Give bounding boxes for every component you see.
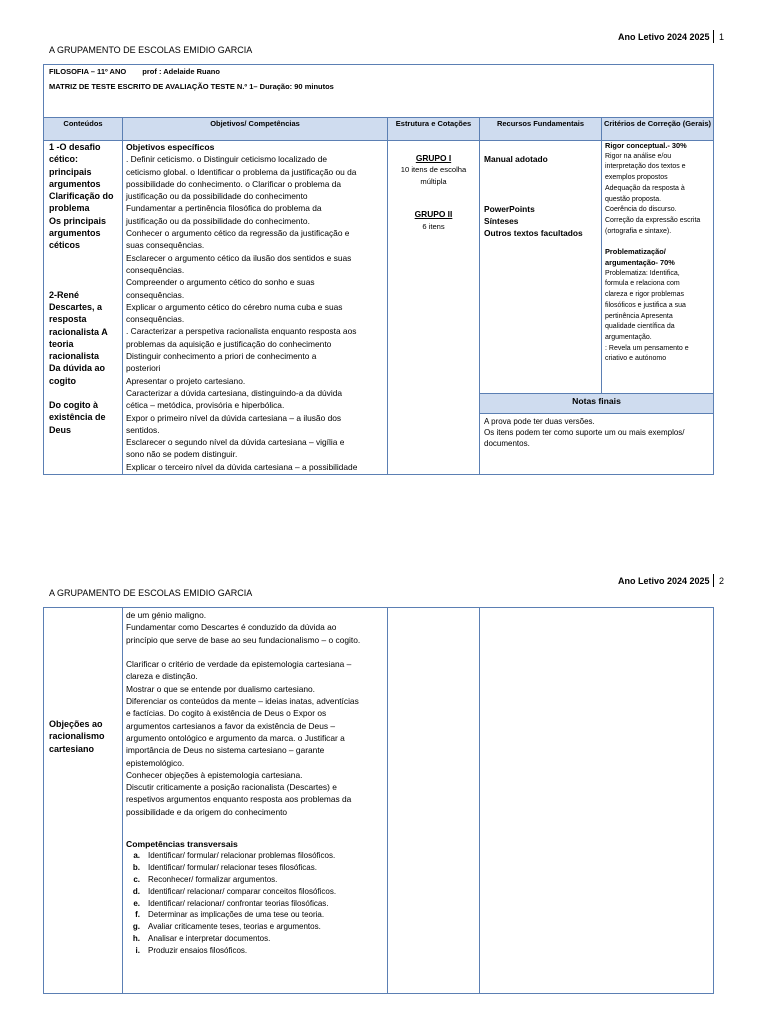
conteudo-line: cogito bbox=[49, 375, 76, 386]
conteudo-line: Deus bbox=[49, 424, 72, 435]
col-header-estrutura: Estrutura e Cotações bbox=[395, 119, 472, 128]
objetivo-line: Explicar o terceiro nível da dúvida cartesiana – a possibilidade bbox=[126, 461, 358, 472]
conteudo-line: Os principais bbox=[49, 215, 107, 226]
conteudo-line: racionalista A bbox=[49, 326, 108, 337]
competencia-item bbox=[126, 933, 384, 945]
objetivo-line: justificação ou da possibilidade do conhecimento. bbox=[126, 215, 310, 226]
header-separator-p2 bbox=[713, 574, 714, 587]
competencia-letter: e. bbox=[133, 898, 140, 908]
conteudo-line: 2-René bbox=[49, 289, 80, 300]
objetivo-line: Esclarecer o segundo nível da dúvida cartesiana – vigília e bbox=[126, 437, 345, 448]
grupo-1-label: GRUPO I bbox=[415, 153, 452, 163]
objetivo-line: consequências. bbox=[126, 289, 185, 300]
objetivo-line: consequências. bbox=[126, 314, 185, 325]
objetivo-line bbox=[126, 646, 384, 658]
objetivo-line: Fundamentar a pertinência filosófica do problema da bbox=[126, 203, 322, 214]
criterio-problematizacao-title-b: argumentação- 70% bbox=[605, 258, 675, 268]
criterio-line: Adequação da resposta à bbox=[605, 184, 685, 192]
criterio-line: pertinência Apresenta bbox=[605, 312, 673, 320]
page-number: 1 bbox=[719, 32, 725, 42]
criterio-line: criativo e autónomo bbox=[605, 355, 667, 363]
competencia-item bbox=[126, 862, 384, 874]
objetivo-line: Fundamentar como Descartes é conduzido da dúvida ao bbox=[126, 622, 337, 633]
conteudo-line: Clarificação do bbox=[49, 191, 114, 202]
objetivo-line: . Caracterizar a perspetiva racionalista enquanto resposta aos bbox=[126, 326, 357, 337]
objetivo-line: Esclarecer o argumento cético da ilusão dos sentidos e suas bbox=[126, 252, 352, 263]
objetivo-line: Caracterizar a dúvida cartesiana, distinguindo-a da dúvida bbox=[126, 387, 343, 398]
criterio-line: qualidade científica da bbox=[605, 323, 675, 331]
competencia-text: Identificar/ formular/ relacionar teses filosóficas. bbox=[148, 863, 317, 873]
competencia-text: Identificar/ relacionar/ confrontar teorias filosóficas. bbox=[148, 898, 329, 908]
estrutura-cell bbox=[388, 153, 479, 232]
competencia-item bbox=[126, 898, 384, 910]
col-header-criterios: Critérios de Correção (Gerais) bbox=[603, 119, 712, 128]
objetivo-line: Explicar o argumento cético do cérebro numa cuba e suas bbox=[126, 301, 343, 312]
objetivo-line: sono não se podem distinguir. bbox=[126, 449, 238, 460]
objetivo-line: Expor o primeiro nível da dúvida cartesiana – a ilusão dos bbox=[126, 412, 342, 423]
criterio-line: Problematiza: Identifica, bbox=[605, 269, 680, 277]
competencias-title: Competências transversais bbox=[126, 839, 238, 850]
criterio-line: exemplos propostos bbox=[605, 174, 668, 182]
conteudo-line: Descartes, a bbox=[49, 301, 103, 312]
criterio-line: filosóficos e justifica a sua bbox=[605, 301, 686, 309]
notas-line: Os itens podem ter como suporte um ou mais exemplos/ bbox=[484, 427, 685, 437]
subject-line bbox=[49, 67, 220, 76]
objetivo-line: clareza e distinção. bbox=[126, 671, 198, 682]
school-name-p2: A GRUPAMENTO DE ESCOLAS EMIDIO GARCIA bbox=[49, 588, 253, 598]
criterio-line: argumentação. bbox=[605, 333, 652, 341]
page-number-p2: 2 bbox=[719, 576, 725, 586]
objetivo-line: possibilidade e da origem do conhecimento bbox=[126, 806, 288, 817]
criterio-line: : Revela um pensamento e bbox=[605, 344, 689, 352]
grupo-2-desc: 6 itens bbox=[422, 221, 445, 231]
competencia-text: Identificar/ formular/ relacionar problemas filosóficos. bbox=[148, 851, 336, 861]
school-year-p2: Ano Letivo 2024 2025 bbox=[618, 576, 710, 586]
objetivo-line: respetivos argumentos enquanto resposta aos problemas da bbox=[126, 794, 352, 805]
criterio-line: Correção da expressão escrita bbox=[605, 216, 701, 224]
objetivo-line: possibilidade do conhecimento. o Clarificar o problema da bbox=[126, 178, 342, 189]
header-separator bbox=[713, 30, 714, 43]
grupo-1-desc-b: múltipla bbox=[420, 176, 447, 186]
objetivo-line: Discutir criticamente a posição racionalista (Descartes) e bbox=[126, 782, 337, 793]
competencia-letter: b. bbox=[132, 863, 140, 873]
criterio-line: Coerência do discurso. bbox=[605, 206, 677, 214]
criterios-cell bbox=[605, 141, 712, 365]
grupo-2-label: GRUPO II bbox=[414, 209, 453, 220]
criterio-rigor-title: Rigor conceptual.- 30% bbox=[605, 141, 687, 150]
conteudo-line: cartesiano bbox=[49, 743, 95, 754]
objetivo-line: epistemológico. bbox=[126, 757, 185, 768]
objetivo-line: problemas da aquisição e justificação do conhecimento bbox=[126, 338, 332, 349]
recurso-manual: Manual adotado bbox=[484, 154, 548, 164]
test-title: MATRIZ DE TESTE ESCRITO DE AVALIAÇÃO TESTE N.º 1– Duração: 90 minutos bbox=[49, 82, 334, 91]
objetivo-line: Mostrar o que se entende por dualismo cartesiano. bbox=[126, 683, 316, 694]
objetivo-line: consequências. bbox=[126, 264, 185, 275]
objetivo-line: Conhecer o argumento cético da regressão da justificação e bbox=[126, 228, 350, 239]
objetivo-line: Diferenciar os conteúdos da mente – ideias inatas, adventícias bbox=[126, 696, 359, 707]
school-name: A GRUPAMENTO DE ESCOLAS EMIDIO GARCIA bbox=[49, 45, 253, 55]
competencia-letter: i. bbox=[135, 945, 140, 955]
conteudo-line: Da dúvida ao bbox=[49, 363, 106, 374]
recurso-sinteses: Sínteses bbox=[484, 216, 519, 226]
competencia-letter: a. bbox=[133, 851, 140, 861]
objetivo-line: justificação ou da possibilidade do conhecimento bbox=[126, 191, 308, 202]
col-header-recursos: Recursos Fundamentais bbox=[496, 119, 585, 128]
objetivo-line: importância de Deus no sistema cartesiano – garante bbox=[126, 745, 325, 756]
objetivo-line: Clarificar o critério de verdade da epistemologia cartesiana – bbox=[126, 659, 352, 670]
objetivos-cell bbox=[126, 141, 384, 473]
objetivo-line: posteriori bbox=[126, 363, 161, 374]
conteudo-line: racionalista bbox=[49, 351, 100, 362]
grupo-1-desc-a: 10 itens de escolha bbox=[400, 165, 467, 175]
objetivo-line: argumento ontológico e argumento da marca. o Justificar a bbox=[126, 732, 345, 743]
conteudo-line: 1 -O desafio bbox=[49, 142, 101, 152]
competencia-text: Analisar e interpretar documentos. bbox=[148, 933, 271, 943]
subject: FILOSOFIA – 11º ANO bbox=[49, 67, 127, 76]
competencia-text: Reconhecer/ formalizar argumentos. bbox=[148, 874, 278, 884]
col-header-objetivos: Objetivos/ Competências bbox=[210, 119, 300, 128]
objetivo-line: Apresentar o projeto cartesiano. bbox=[126, 375, 246, 386]
competencia-text: Produzir ensaios filosóficos. bbox=[148, 945, 248, 955]
col-header-conteudos: Conteúdos bbox=[63, 119, 103, 128]
objetivo-line: Compreender o argumento cético do sonho e suas bbox=[126, 277, 315, 288]
competencia-item bbox=[126, 921, 384, 933]
criterio-line: interpretação dos textos e bbox=[605, 163, 686, 171]
conteudo-line: argumentos bbox=[49, 228, 101, 239]
objetivo-line: Distinguir conhecimento a priori de conhecimento a bbox=[126, 351, 317, 362]
objetivo-line: Conhecer objeções à epistemologia cartesiana. bbox=[126, 769, 303, 780]
objetivo-line: princípio que serve de base ao seu fundacionalismo – o cogito. bbox=[126, 634, 361, 645]
conteudo-line: Objeções ao bbox=[49, 719, 103, 729]
conteudo-line: resposta bbox=[49, 314, 87, 325]
competencia-letter: h. bbox=[132, 933, 140, 943]
conteudos-cell bbox=[49, 141, 121, 436]
recursos-cell bbox=[484, 153, 600, 239]
competencia-item bbox=[126, 850, 384, 862]
notas-cell bbox=[484, 417, 712, 449]
objetivo-line: . Definir ceticismo. o Distinguir ceticismo localizado de bbox=[126, 154, 328, 165]
competencia-item bbox=[126, 874, 384, 886]
conteudo-line: existência de bbox=[49, 412, 106, 423]
criterio-line: formula e relaciona com bbox=[605, 280, 680, 288]
conteudos-cell-p2 bbox=[49, 718, 121, 755]
competencia-letter: g. bbox=[132, 922, 140, 932]
notas-line: documentos. bbox=[484, 438, 530, 448]
conteudo-line: cético: bbox=[49, 154, 79, 165]
objetivo-line: suas consequências. bbox=[126, 240, 205, 251]
objetivo-line: sentidos. bbox=[126, 424, 160, 435]
objetivos-cell-p2 bbox=[126, 609, 384, 957]
recurso-outros: Outros textos facultados bbox=[484, 228, 583, 238]
recurso-powerpoints: PowerPoints bbox=[484, 204, 535, 214]
teacher: prof : Adelaide Ruano bbox=[142, 67, 220, 76]
school-year: Ano Letivo 2024 2025 bbox=[618, 32, 710, 42]
conteudo-line: problema bbox=[49, 203, 90, 214]
competencia-item bbox=[126, 886, 384, 898]
criterio-line: (ortografia e sintaxe). bbox=[605, 227, 672, 235]
notas-title: Notas finais bbox=[572, 396, 621, 406]
criterio-line: clareza e rigor problemas bbox=[605, 291, 684, 299]
criterio-line: questão proposta. bbox=[605, 195, 662, 203]
conteudo-line: teoria bbox=[49, 338, 74, 349]
competencias-list bbox=[126, 850, 384, 956]
competencia-text: Identificar/ relacionar/ comparar conceitos filosóficos. bbox=[148, 886, 337, 896]
conteudo-line: principais bbox=[49, 166, 92, 177]
criterio-line: Rigor na análise e/ou bbox=[605, 152, 672, 160]
competencia-text: Determinar as implicações de uma tese ou teoria. bbox=[148, 910, 325, 920]
criterio-problematizacao-title-a: Problematização/ bbox=[605, 247, 666, 257]
competencia-letter: d. bbox=[132, 886, 140, 896]
objetivo-line: ceticismo global. o Identificar o problema da justificação ou da bbox=[126, 166, 357, 177]
conteudo-line: Do cogito à bbox=[49, 400, 98, 411]
objetivo-line: argumentos cartesianos a favor da existência de Deus – bbox=[126, 720, 336, 731]
objetivo-line: de um génio maligno. bbox=[126, 610, 207, 620]
conteudo-line: céticos bbox=[49, 240, 81, 251]
conteudo-line: argumentos bbox=[49, 178, 101, 189]
competencia-item bbox=[126, 945, 384, 957]
objetivo-line: e factícias. Do cogito à existência de Deus o Expor os bbox=[126, 708, 327, 719]
competencia-item bbox=[126, 909, 384, 921]
competencia-letter: f. bbox=[135, 910, 140, 920]
conteudo-line: racionalismo bbox=[49, 731, 105, 742]
competencia-text: Avaliar criticamente teses, teorias e argumentos. bbox=[148, 922, 321, 932]
notas-line: A prova pode ter duas versões. bbox=[484, 417, 595, 426]
objetivo-line: cética – metódica, provisória e hiperbólica. bbox=[126, 400, 285, 411]
competencia-letter: c. bbox=[133, 874, 140, 884]
objetivos-title: Objetivos específicos bbox=[126, 142, 215, 152]
